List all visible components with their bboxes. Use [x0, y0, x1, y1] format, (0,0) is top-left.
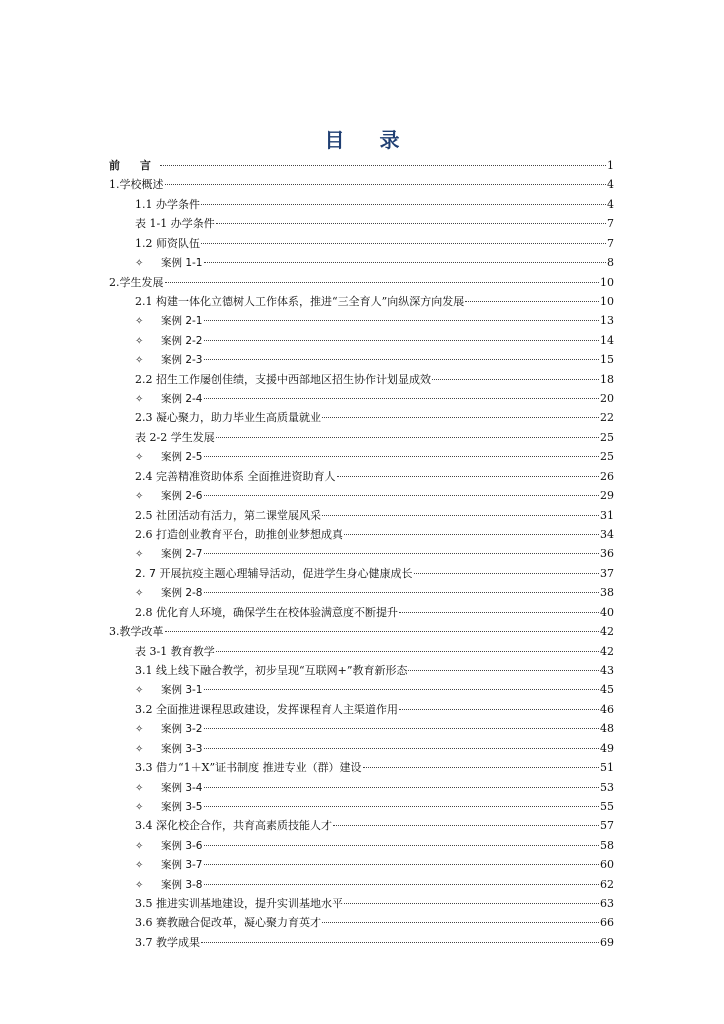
toc-entry-label: 2.1 构建一体化立德树人工作体系，推进“三全育人”向纵深方向发展	[135, 294, 465, 308]
toc-entry-label: 3.1 线上线下融合教学，初步呈现“互联网+”教育新形态	[135, 663, 408, 677]
dot-leader	[204, 592, 600, 593]
dot-leader	[204, 456, 600, 457]
toc-entry-label: 1.1 办学条件	[135, 197, 200, 211]
dot-leader	[337, 476, 600, 477]
toc-entry[interactable]	[109, 506, 614, 525]
toc-entry[interactable]	[109, 700, 614, 719]
toc-entry[interactable]	[109, 253, 614, 272]
toc-page-number: 46	[600, 702, 614, 716]
toc-entry-label: 2.4 完善精准资助体系 全面推进资助育人	[135, 469, 336, 483]
toc-entry-label: 案例 2-1	[161, 315, 203, 328]
toc-entry-label: 案例 3-3	[161, 742, 203, 755]
toc-entry-label: 3.2 全面推进课程思政建设，发挥课程育人主渠道作用	[135, 702, 398, 716]
toc-entry[interactable]	[109, 292, 614, 311]
toc-entry-label: 1.2 师资队伍	[135, 236, 200, 250]
toc-entry[interactable]	[109, 428, 614, 447]
toc-page-number: 62	[600, 877, 614, 891]
toc-entry[interactable]	[109, 778, 614, 797]
diamond-bullet-icon: ✧	[135, 724, 144, 736]
toc-entry[interactable]	[109, 447, 614, 466]
toc-entry-label: 案例 3-4	[161, 781, 203, 794]
toc-entry-label: 案例 3-8	[161, 878, 203, 891]
toc-entry[interactable]	[109, 739, 614, 758]
toc-entry[interactable]	[109, 331, 614, 350]
dot-leader	[414, 573, 600, 574]
toc-page-number: 42	[600, 644, 614, 658]
toc-page-number: 53	[600, 780, 614, 794]
diamond-bullet-icon: ✧	[135, 491, 144, 503]
toc-page-number: 63	[600, 897, 614, 911]
toc-entry[interactable]	[109, 370, 614, 389]
toc-entry[interactable]	[109, 622, 614, 641]
toc-entry-label: 3.4 深化校企合作，共育高素质技能人才	[135, 819, 332, 833]
toc-page-number: 37	[600, 566, 614, 580]
diamond-bullet-icon: ✧	[135, 394, 144, 406]
toc-entry[interactable]	[109, 719, 614, 738]
toc-entry[interactable]	[109, 913, 614, 932]
toc-entry[interactable]	[109, 389, 614, 408]
toc-entry[interactable]	[109, 797, 614, 816]
toc-entry-label: 1.学校概述	[109, 178, 164, 192]
toc-entry[interactable]	[109, 836, 614, 855]
toc-entry-label: 2.3 凝心聚力，助力毕业生高质量就业	[135, 411, 321, 425]
toc-page-number: 48	[600, 722, 614, 736]
dot-leader	[204, 320, 600, 321]
diamond-bullet-icon: ✧	[135, 801, 144, 813]
diamond-bullet-icon: ✧	[135, 549, 144, 561]
diamond-bullet-icon: ✧	[135, 782, 144, 794]
dot-leader	[204, 398, 600, 399]
diamond-bullet-icon: ✧	[135, 316, 144, 328]
diamond-bullet-icon: ✧	[135, 588, 144, 600]
toc-page-number: 22	[600, 411, 614, 425]
dot-leader	[322, 515, 599, 516]
dot-leader	[216, 651, 599, 652]
dot-leader	[204, 553, 600, 554]
toc-page-number: 34	[600, 528, 614, 542]
dot-leader	[204, 806, 600, 807]
toc-entry-label: 案例 2-5	[161, 451, 203, 464]
dot-leader	[322, 417, 599, 418]
dot-leader	[204, 748, 600, 749]
toc-entry-label: 案例 3-1	[161, 684, 203, 697]
toc-page-number: 42	[600, 625, 614, 639]
toc-page-number: 40	[600, 605, 614, 619]
toc-entry[interactable]	[109, 214, 614, 233]
toc-entry-label: 案例 3-2	[161, 723, 203, 736]
toc-entry[interactable]	[109, 486, 614, 505]
toc-page-number: 26	[600, 469, 614, 483]
toc-page-number: 55	[600, 799, 614, 813]
toc-entry-label: 2. 7 开展抗疫主题心理辅导活动，促进学生身心健康成长	[135, 566, 413, 580]
toc-page-number: 13	[600, 314, 614, 328]
toc-entry-label: 表 1-1 办学条件	[135, 217, 215, 231]
toc-page-number: 15	[600, 353, 614, 367]
toc-entry-label: 2.6 打造创业教育平台，助推创业梦想成真	[135, 528, 343, 542]
toc-entry-label: 3.7 教学成果	[135, 935, 200, 949]
dot-leader	[204, 728, 600, 729]
dot-leader	[204, 340, 600, 341]
dot-leader	[322, 922, 599, 923]
toc-entry[interactable]	[109, 467, 614, 486]
dot-leader	[165, 282, 600, 283]
toc-entry[interactable]	[109, 156, 614, 175]
dot-leader	[333, 825, 599, 826]
dot-leader	[204, 884, 600, 885]
toc-entry[interactable]	[109, 273, 614, 292]
toc-page-number: 45	[600, 683, 614, 697]
dot-leader	[363, 767, 599, 768]
toc-entry[interactable]	[109, 408, 614, 427]
dot-leader	[160, 165, 606, 166]
dot-leader	[204, 262, 607, 263]
diamond-bullet-icon: ✧	[135, 258, 144, 270]
toc-entry[interactable]	[109, 564, 614, 583]
toc-entry[interactable]	[109, 583, 614, 602]
toc-entry[interactable]	[109, 642, 614, 661]
toc-entry[interactable]	[109, 875, 614, 894]
diamond-bullet-icon: ✧	[135, 685, 144, 697]
toc-entry-label: 案例 3-6	[161, 839, 203, 852]
dot-leader	[165, 184, 607, 185]
toc-entry-label: 前 言	[109, 159, 159, 172]
toc-entry-label: 2.学生发展	[109, 275, 164, 289]
toc-entry-label: 3.3 借力“1＋X”证书制度 推进专业（群）建设	[135, 761, 362, 775]
dot-leader	[465, 301, 599, 302]
toc-page-number: 31	[600, 508, 614, 522]
toc-entry[interactable]	[109, 758, 614, 777]
diamond-bullet-icon: ✧	[135, 879, 144, 891]
dot-leader	[204, 787, 600, 788]
toc-page-number: 10	[600, 294, 614, 308]
toc-page-number: 49	[600, 741, 614, 755]
toc-page-number: 58	[600, 838, 614, 852]
toc-page-number: 7	[607, 217, 614, 231]
toc-entry-label: 案例 3-5	[161, 800, 203, 813]
dot-leader	[399, 709, 599, 710]
toc-entry[interactable]	[109, 195, 614, 214]
toc-entry[interactable]	[109, 680, 614, 699]
dot-leader	[204, 864, 600, 865]
toc-page-number: 14	[600, 333, 614, 347]
toc-entry[interactable]	[109, 661, 614, 680]
dot-leader	[204, 359, 600, 360]
toc-entry-label: 表 3-1 教育教学	[135, 644, 215, 658]
table-of-contents	[109, 156, 614, 952]
dot-leader	[204, 689, 600, 690]
toc-page-number: 66	[600, 916, 614, 930]
dot-leader	[201, 942, 599, 943]
diamond-bullet-icon: ✧	[135, 335, 144, 347]
toc-entry-label: 案例 2-7	[161, 548, 203, 561]
toc-entry-label: 案例 2-2	[161, 334, 203, 347]
toc-entry-label: 案例 3-7	[161, 859, 203, 872]
toc-entry-label: 案例 1-1	[161, 257, 203, 270]
toc-title: 目 录	[324, 128, 414, 152]
toc-page-number: 29	[600, 489, 614, 503]
dot-leader	[165, 631, 600, 632]
toc-entry[interactable]	[109, 603, 614, 622]
toc-page-number: 18	[600, 372, 614, 386]
dot-leader	[216, 223, 606, 224]
dot-leader	[344, 534, 599, 535]
toc-page-number: 69	[600, 935, 614, 949]
toc-page-number: 25	[600, 430, 614, 444]
toc-page-number: 1	[607, 159, 614, 172]
toc-page-number: 43	[600, 663, 614, 677]
toc-entry[interactable]	[109, 234, 614, 253]
toc-page-number: 8	[607, 256, 614, 270]
toc-page-number: 38	[600, 586, 614, 600]
diamond-bullet-icon: ✧	[135, 860, 144, 872]
dot-leader	[204, 495, 600, 496]
dot-leader	[408, 670, 599, 671]
toc-entry-label: 3.教学改革	[109, 625, 164, 639]
toc-page-number: 51	[600, 761, 614, 775]
toc-page-number: 7	[607, 236, 614, 250]
toc-entry-label: 2.8 优化育人环境，确保学生在校体验满意度不断提升	[135, 605, 398, 619]
toc-page-number: 57	[600, 819, 614, 833]
toc-page-number: 25	[600, 450, 614, 464]
toc-entry[interactable]	[109, 816, 614, 835]
toc-entry-label: 2.5 社团活动有活力，第二课堂展风采	[135, 508, 321, 522]
dot-leader	[201, 204, 606, 205]
toc-entry-label: 3.5 推进实训基地建设，提升实训基地水平	[135, 897, 343, 911]
dot-leader	[344, 903, 599, 904]
toc-page-number: 4	[607, 178, 614, 192]
toc-entry-label: 案例 2-4	[161, 393, 203, 406]
toc-entry[interactable]	[109, 350, 614, 369]
toc-entry-label: 2.2 招生工作屡创佳绩，支援中西部地区招生协作计划显成效	[135, 372, 431, 386]
toc-entry[interactable]	[109, 855, 614, 874]
toc-entry-label: 案例 2-8	[161, 587, 203, 600]
dot-leader	[204, 845, 600, 846]
toc-entry-label: 案例 2-3	[161, 354, 203, 367]
toc-entry[interactable]	[109, 894, 614, 913]
toc-entry-label: 案例 2-6	[161, 490, 203, 503]
dot-leader	[216, 437, 599, 438]
toc-entry[interactable]	[109, 525, 614, 544]
toc-entry[interactable]	[109, 175, 614, 194]
toc-page-number: 10	[600, 275, 614, 289]
diamond-bullet-icon: ✧	[135, 452, 144, 464]
dot-leader	[432, 379, 599, 380]
dot-leader	[399, 612, 599, 613]
toc-entry[interactable]	[109, 544, 614, 563]
dot-leader	[201, 243, 606, 244]
diamond-bullet-icon: ✧	[135, 840, 144, 852]
toc-entry-label: 表 2-2 学生发展	[135, 430, 215, 444]
toc-entry[interactable]	[109, 311, 614, 330]
diamond-bullet-icon: ✧	[135, 743, 144, 755]
toc-page-number: 20	[600, 392, 614, 406]
diamond-bullet-icon: ✧	[135, 355, 144, 367]
toc-entry-label: 3.6 赛教融合促改革，凝心聚力育英才	[135, 916, 321, 930]
toc-page-number: 60	[600, 858, 614, 872]
toc-entry[interactable]	[109, 933, 614, 952]
toc-page-number: 4	[607, 197, 614, 211]
toc-page-number: 36	[600, 547, 614, 561]
